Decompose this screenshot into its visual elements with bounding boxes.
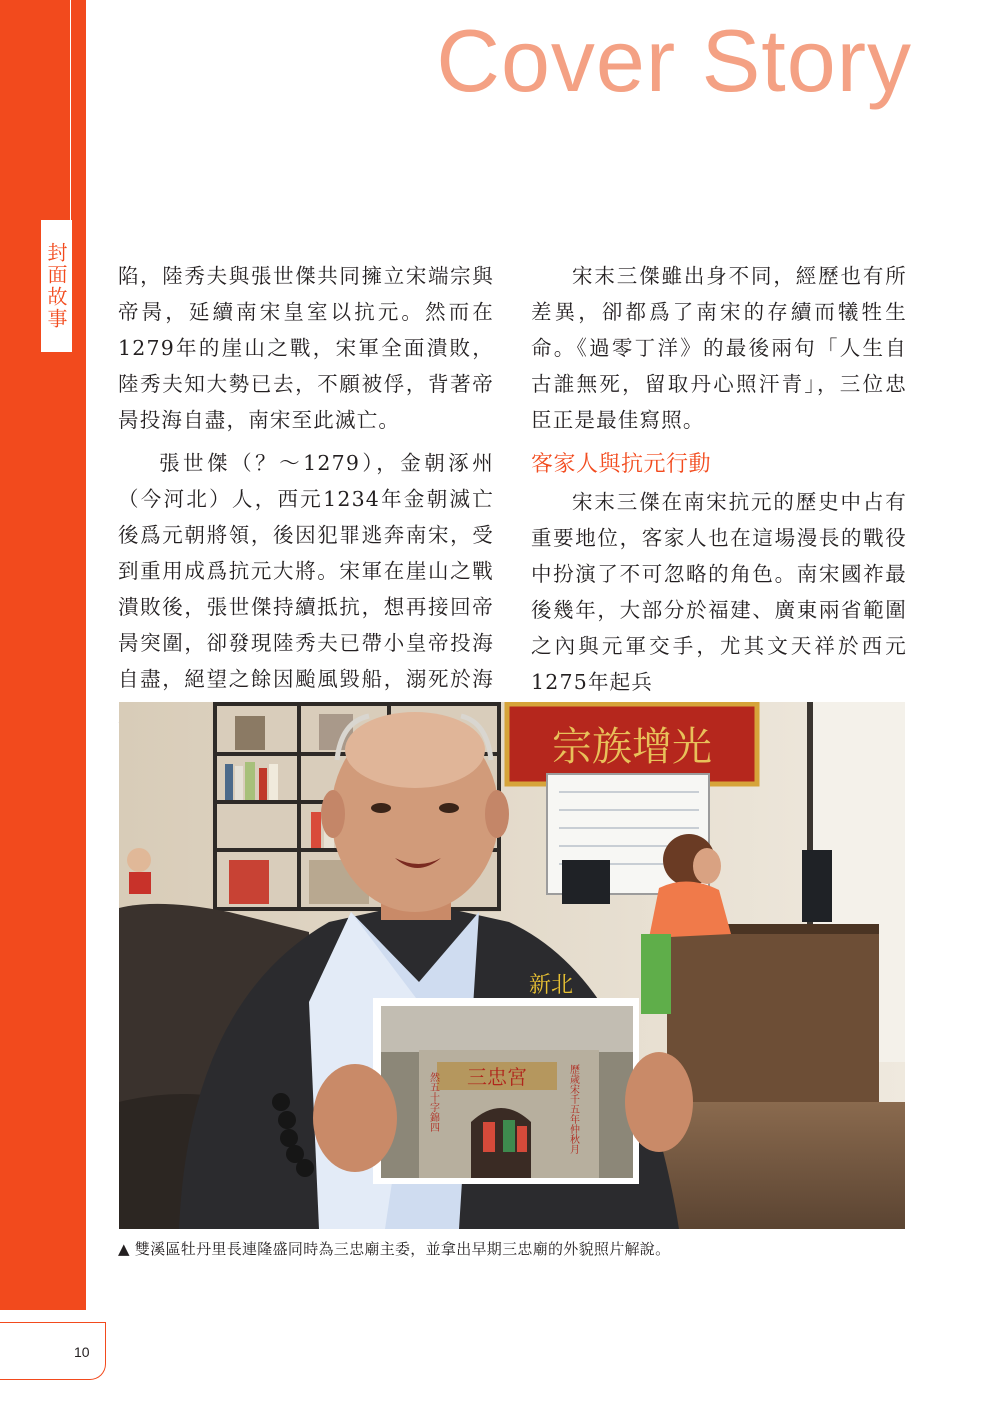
photo-caption: ▲ 雙溪區牡丹里長連隆盛同時為三忠廟主委，並拿出早期三忠廟的外貌照片解說。 bbox=[118, 1240, 671, 1258]
section-tab bbox=[41, 220, 72, 352]
page-number: 10 bbox=[74, 1344, 90, 1360]
right-column bbox=[531, 258, 907, 707]
photo-illustration bbox=[119, 702, 905, 1229]
side-divider-line bbox=[70, 0, 71, 220]
left-column bbox=[118, 258, 494, 740]
section-subheading: 客家人與抗元行動 bbox=[531, 452, 712, 477]
feature-photo bbox=[119, 702, 905, 1229]
print-right-couplet: 歷歲宋千五年仲秋月 bbox=[567, 1064, 579, 1154]
side-bar bbox=[0, 0, 86, 1310]
paragraph: 宋末三傑在南宋抗元的歷史中占有重要地位，客家人也在這場漫長的戰役中扮演了不可忽略的角色。南宋國祚最後幾年，大部分於福建、廣東兩省範圍之內與元軍交手，尤其文天祥於西元1275年起兵 bbox=[531, 490, 907, 694]
print-left-couplet: 然五十字錦四 bbox=[427, 1072, 439, 1132]
paragraph: 宋末三傑雖出身不同，經歷也有所差異，卻都爲了南宋的存續而犧牲生命。《過零丁洋》的最後兩句「人生自古誰無死，留取丹心照汗青」，三位忠臣正是最佳寫照。 bbox=[531, 264, 907, 432]
paragraph: 張世傑（？～1279），金朝涿州（今河北）人，西元1234年金朝滅亡後爲元朝將領，後因犯罪逃奔南宋，受到重用成爲抗元大將。宋軍在崖山之戰潰敗後，張世傑持續抵抗，想再接回帝昺突圍，卻發現陸秀夫已帶小皇帝投海自盡，絕望之餘因颱風毀船，溺死於海 bbox=[118, 451, 494, 691]
vest-text: 新北 bbox=[529, 973, 574, 998]
print-plaque: 三忠宮 bbox=[467, 1065, 527, 1089]
paragraph: 陷，陸秀夫與張世傑共同擁立宋端宗與帝昺，延續南宋皇室以抗元。然而在1279年的崖山之戰，宋軍全面潰敗，陸秀夫知大勢已去，不願被俘，背著帝昺投海自盡，南宋至此滅亡。 bbox=[118, 264, 494, 432]
page-number-tab bbox=[0, 1322, 106, 1380]
section-label: 封面故事 bbox=[44, 242, 68, 330]
page-title: Cover Story bbox=[436, 11, 912, 110]
banner-text: 宗族增光 bbox=[552, 724, 712, 770]
